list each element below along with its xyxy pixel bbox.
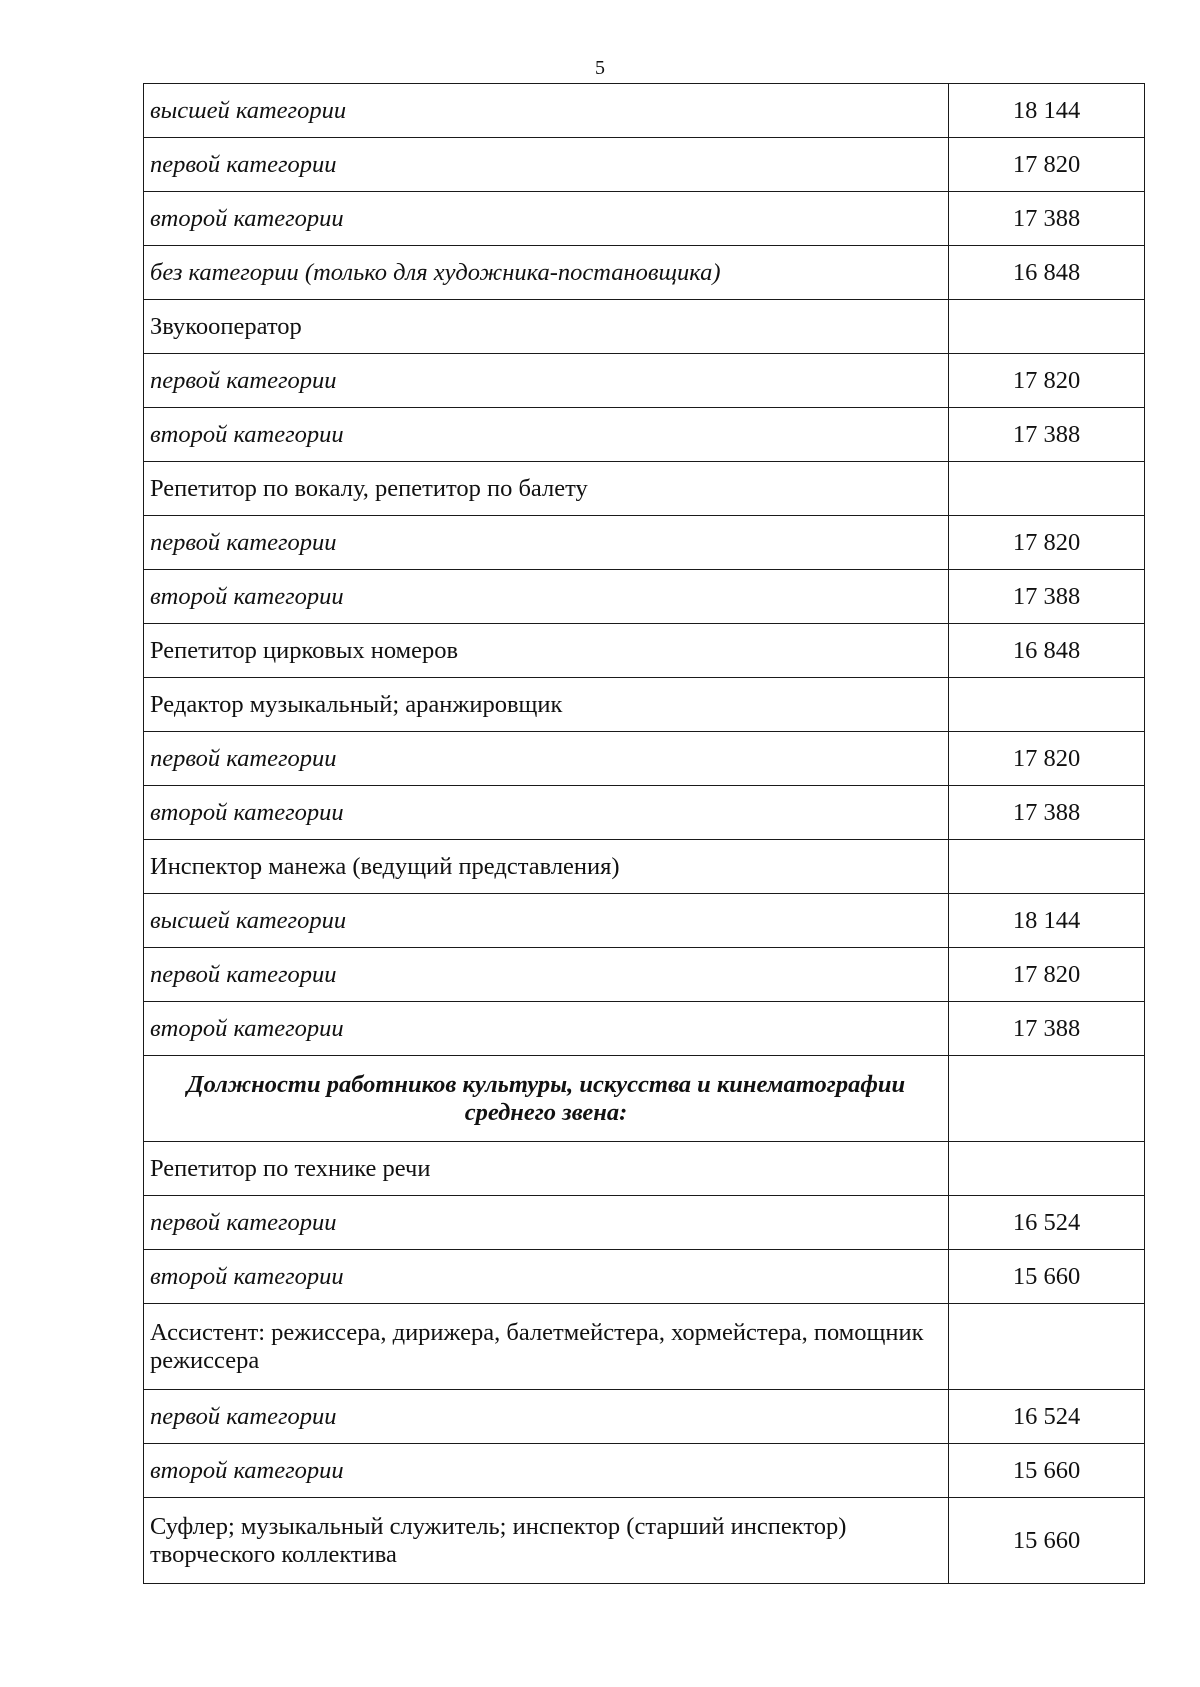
table-row bbox=[144, 408, 1145, 462]
position-name-cell: первой категории bbox=[144, 732, 949, 786]
position-name-cell: второй категории bbox=[144, 192, 949, 246]
position-name-cell: второй категории bbox=[144, 1444, 949, 1498]
table-row bbox=[144, 1002, 1145, 1056]
position-name-cell: второй категории bbox=[144, 1250, 949, 1304]
table-row bbox=[144, 624, 1145, 678]
salary-value-cell bbox=[949, 462, 1145, 516]
salary-value-cell: 17 388 bbox=[949, 192, 1145, 246]
position-name-cell: первой категории bbox=[144, 138, 949, 192]
position-name-cell: Репетитор цирковых номеров bbox=[144, 624, 949, 678]
position-name-cell: первой категории bbox=[144, 354, 949, 408]
salary-value-cell: 16 848 bbox=[949, 624, 1145, 678]
table-row bbox=[144, 1304, 1145, 1390]
position-name-cell: первой категории bbox=[144, 1196, 949, 1250]
salary-value-cell: 17 820 bbox=[949, 732, 1145, 786]
salary-value-cell: 17 388 bbox=[949, 1002, 1145, 1056]
salary-value-cell: 17 820 bbox=[949, 516, 1145, 570]
position-name-cell: второй категории bbox=[144, 408, 949, 462]
table-row bbox=[144, 1142, 1145, 1196]
table-row bbox=[144, 678, 1145, 732]
position-name-cell: второй категории bbox=[144, 570, 949, 624]
position-name-cell: второй категории bbox=[144, 1002, 949, 1056]
position-name-cell: Инспектор манежа (ведущий представления) bbox=[144, 840, 949, 894]
table-row bbox=[144, 786, 1145, 840]
salary-value-cell: 17 820 bbox=[949, 354, 1145, 408]
salary-value-cell: 17 388 bbox=[949, 786, 1145, 840]
salary-value-cell: 15 660 bbox=[949, 1498, 1145, 1584]
salary-value-cell: 15 660 bbox=[949, 1250, 1145, 1304]
position-name-cell: Репетитор по вокалу, репетитор по балету bbox=[144, 462, 949, 516]
position-name-cell: высшей категории bbox=[144, 894, 949, 948]
table-row bbox=[144, 1444, 1145, 1498]
table-row bbox=[144, 948, 1145, 1002]
position-name-cell: второй категории bbox=[144, 786, 949, 840]
position-name-cell: первой категории bbox=[144, 516, 949, 570]
table-row bbox=[144, 192, 1145, 246]
position-name-cell: высшей категории bbox=[144, 84, 949, 138]
position-name-cell: Звукооператор bbox=[144, 300, 949, 354]
salary-value-cell: 15 660 bbox=[949, 1444, 1145, 1498]
table-row bbox=[144, 246, 1145, 300]
table-row bbox=[144, 516, 1145, 570]
salary-value-cell: 18 144 bbox=[949, 894, 1145, 948]
page-number: 5 bbox=[595, 57, 605, 79]
salary-value-cell: 17 388 bbox=[949, 570, 1145, 624]
position-name-cell: Суфлер; музыкальный служитель; инспектор (старший инспектор) творческого коллектива bbox=[144, 1498, 949, 1584]
salary-value-cell bbox=[949, 1056, 1145, 1142]
table-section-header bbox=[144, 1056, 1145, 1142]
position-name-cell: без категории (только для художника-постановщика) bbox=[144, 246, 949, 300]
position-name-cell: Ассистент: режиссера, дирижера, балетмейстера, хормейстера, помощник режиссера bbox=[144, 1304, 949, 1390]
table-row bbox=[144, 1498, 1145, 1584]
table-row bbox=[144, 1196, 1145, 1250]
table-row bbox=[144, 570, 1145, 624]
salary-value-cell bbox=[949, 678, 1145, 732]
table-row bbox=[144, 138, 1145, 192]
salary-value-cell: 16 524 bbox=[949, 1390, 1145, 1444]
position-name-cell: первой категории bbox=[144, 948, 949, 1002]
salary-value-cell bbox=[949, 840, 1145, 894]
salary-value-cell: 16 848 bbox=[949, 246, 1145, 300]
table-row bbox=[144, 894, 1145, 948]
table-row bbox=[144, 354, 1145, 408]
position-name-cell: первой категории bbox=[144, 1390, 949, 1444]
table-row bbox=[144, 840, 1145, 894]
position-name-cell: Редактор музыкальный; аранжировщик bbox=[144, 678, 949, 732]
position-name-cell: Репетитор по технике речи bbox=[144, 1142, 949, 1196]
table-row bbox=[144, 84, 1145, 138]
section-heading-cell: Должности работников культуры, искусства и кинематографии среднего звена: bbox=[144, 1056, 949, 1142]
table-row bbox=[144, 300, 1145, 354]
table-row bbox=[144, 732, 1145, 786]
salary-value-cell: 16 524 bbox=[949, 1196, 1145, 1250]
table-row bbox=[144, 1250, 1145, 1304]
table-row bbox=[144, 462, 1145, 516]
salary-value-cell: 17 820 bbox=[949, 948, 1145, 1002]
salary-value-cell: 17 820 bbox=[949, 138, 1145, 192]
salary-value-cell bbox=[949, 1304, 1145, 1390]
salary-value-cell bbox=[949, 1142, 1145, 1196]
salary-value-cell: 17 388 bbox=[949, 408, 1145, 462]
salary-value-cell bbox=[949, 300, 1145, 354]
salary-table bbox=[143, 83, 1145, 1584]
salary-value-cell: 18 144 bbox=[949, 84, 1145, 138]
table-row bbox=[144, 1390, 1145, 1444]
